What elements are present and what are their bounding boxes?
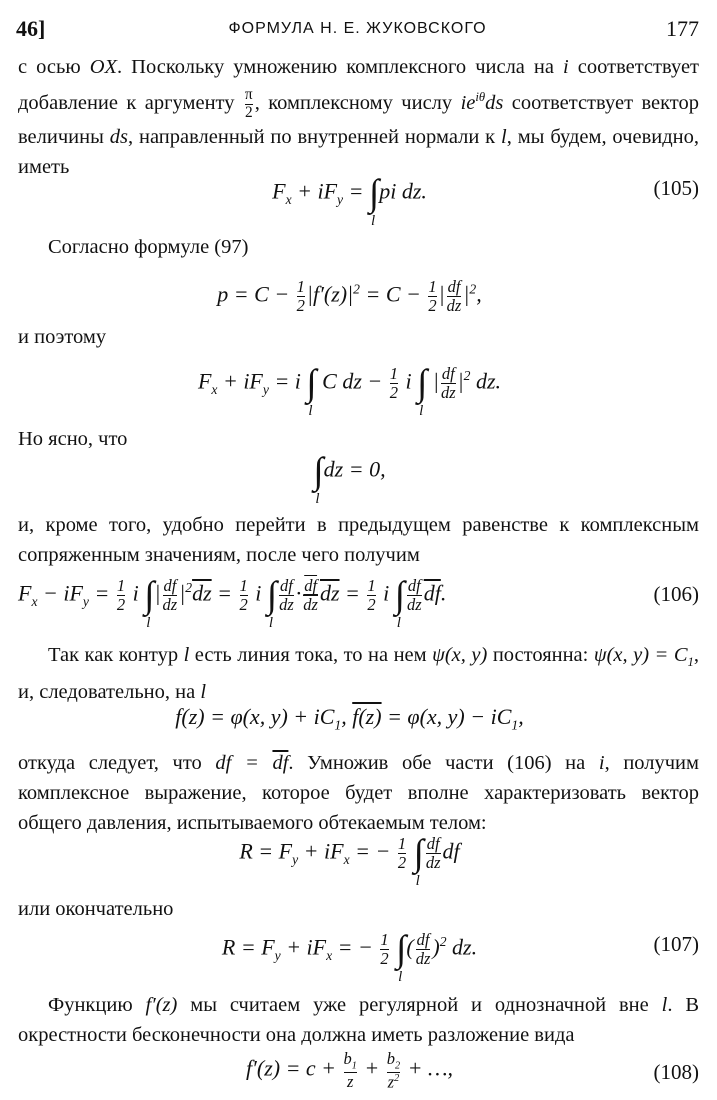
equation-number-107: (107) [653, 932, 699, 956]
paragraph-4-text: Но ясно, что [18, 428, 128, 450]
paragraph-5-text: и, кроме того, удобно перейти в предыдущем равенстве к комплексным сопряженным значениям, после чего получим [18, 514, 699, 566]
paragraph-3-text: и поэтому [18, 326, 107, 348]
equation-number-108: (108) [653, 1060, 699, 1084]
paragraph-5 [18, 510, 699, 570]
equation-106: $F_x - iF_y$ = $\frac{1}{2}$ i ∫ l | $\frac{df}{dz}$ $|^2\overline{dz}$ = $\frac{1}{2}$ i ∫ l $\frac{df}{dz}$ · $\frac{\overline{df}}{dz}$ $\overline{dz}$ = $\frac{1}{2}$ i ∫ l $\frac{df}{dz}$ $\overline{df}$. [18, 575, 447, 631]
equation-108: f′(z) = c + $\frac{b_1}{z}$ + $\frac{b_2}{z^2}$ + …, [245, 1049, 454, 1092]
equation-zero-integral: ∫ l dz = 0, [313, 451, 386, 507]
paragraph-9: Функцию f′(z) мы считаем уже регулярной и однозначной вне l. В окрестности бесконечности она должна иметь разложение вида [18, 994, 699, 1046]
paragraph-6: Так как контур l есть линия тока, то на нем ψ(x, y) постоянна: ψ(x, $y) = C_1$, и, следовательно, на l [18, 644, 699, 704]
equation-107: $R = F_y + iF_x$ = − $\frac{1}{2}$ ∫ l ( $\frac{df}{dz}$ )$^2$ dz. [221, 929, 478, 985]
equation-resultant: $R = F_y + iF_x$ = − $\frac{1}{2}$ ∫ l $\frac{df}{dz}$ df [239, 833, 460, 889]
page-number: 177 [666, 16, 699, 41]
equation-105: $F_x + iF_y$ = ∫ l pi dz. [272, 173, 427, 229]
paragraph-2-text: Согласно формуле (97) [48, 236, 249, 258]
paragraph-8 [18, 894, 699, 924]
section-number: 46] [16, 16, 46, 41]
paragraph-8-text: или окончательно [18, 898, 174, 920]
equation-pressure: p = C − $\frac{1}{2}$ $|f'(z)|^2 = C$ − $\frac{1}{2}$ | $\frac{df}{dz}$ $|^2$, [217, 277, 482, 316]
equation-number-105: (105) [653, 176, 699, 200]
equation-number-106: (106) [653, 582, 699, 606]
paragraph-7: откуда следует, что df = $\overline{df}$. Умножив обе части (106) на i, получим комплексное выражение, которое будет вполне характеризовать вектор общего давления, испытываемого обтекаемым телом: [18, 752, 700, 834]
paragraph-2 [18, 232, 699, 262]
running-title: ФОРМУЛА Н. Е. ЖУКОВСКОГО [228, 20, 487, 37]
equation-potential: f(z) = φ(x, $y) + iC_1$, f(z) = φ(x, $y) - iC_1$, [175, 704, 524, 733]
paragraph-1: с осью OX. Поскольку умножению комплексного числа на i соответствует добавление к аргументу $\frac{\pi}{2}$ , комплексному числу $ie^{i\theta}ds$ соответствует вектор величины ds, направленный по внутренней нормали к l, мы будем, очевидно, иметь [18, 56, 700, 178]
paragraph-3 [18, 322, 699, 352]
equation-force: $F_x + iF_y = i$ ∫ l C dz − $\frac{1}{2}$ i ∫ l | $\frac{df}{dz}$ $|^2$ dz. [197, 363, 502, 419]
running-header [16, 10, 699, 44]
